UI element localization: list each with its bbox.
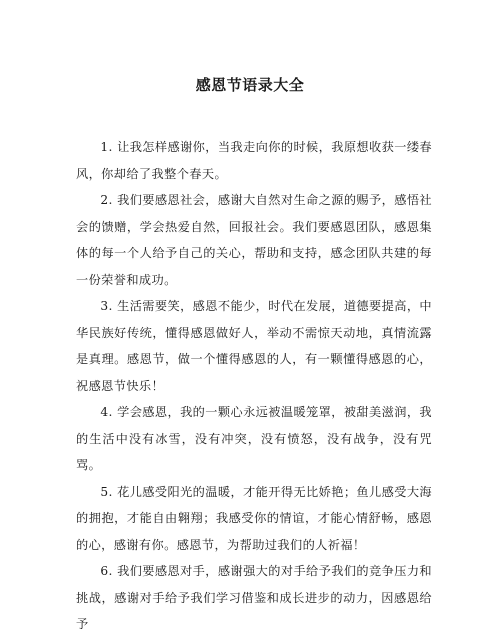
paragraph-3: 3. 生活需要笑，感恩不能少，时代在发展，道德要提高，中华民族好传统，懂得感恩做好人，举动不需惊天动地，真情流露是真理。感恩节，做一个懂得感恩的人，有一颗懂得感恩的心，祝感恩节快乐！ bbox=[76, 299, 432, 393]
paragraph-6: 6. 我们要感恩对手，感谢强大的对手给予我们的竞争压力和挑战，感谢对手给予我们学习借鉴和成长进步的动力，因感恩给予 bbox=[76, 564, 432, 631]
paragraph-5: 5. 花儿感受阳光的温暖，才能开得无比娇艳；鱼儿感受大海的拥抱，才能自由翱翔；我感受你的情谊，才能心情舒畅，感恩的心，感谢有你。感恩节，为帮助过我们的人祈福！ bbox=[76, 484, 432, 552]
document-body bbox=[76, 134, 432, 638]
paragraph-1: 1. 让我怎样感谢你，当我走向你的时候，我原想收获一缕春风，你却给了我整个春天。 bbox=[76, 140, 432, 181]
document-title: 感恩节语录大全 bbox=[195, 76, 305, 94]
paragraph-4: 4. 学会感恩，我的一颗心永远被温暖笼罩，被甜美滋润，我的生活中没有冰雪，没有冲突，没有愤怒，没有战争，没有咒骂。 bbox=[76, 405, 432, 472]
paragraph-2: 2. 我们要感恩社会，感谢大自然对生命之源的赐予，感悟社会的馈赠，学会热爱自然，回报社会。我们要感恩团队，感恩集体的每一个人给予自己的关心，帮助和支持，感念团队共建的每一份荣誉和成功。 bbox=[76, 193, 432, 287]
